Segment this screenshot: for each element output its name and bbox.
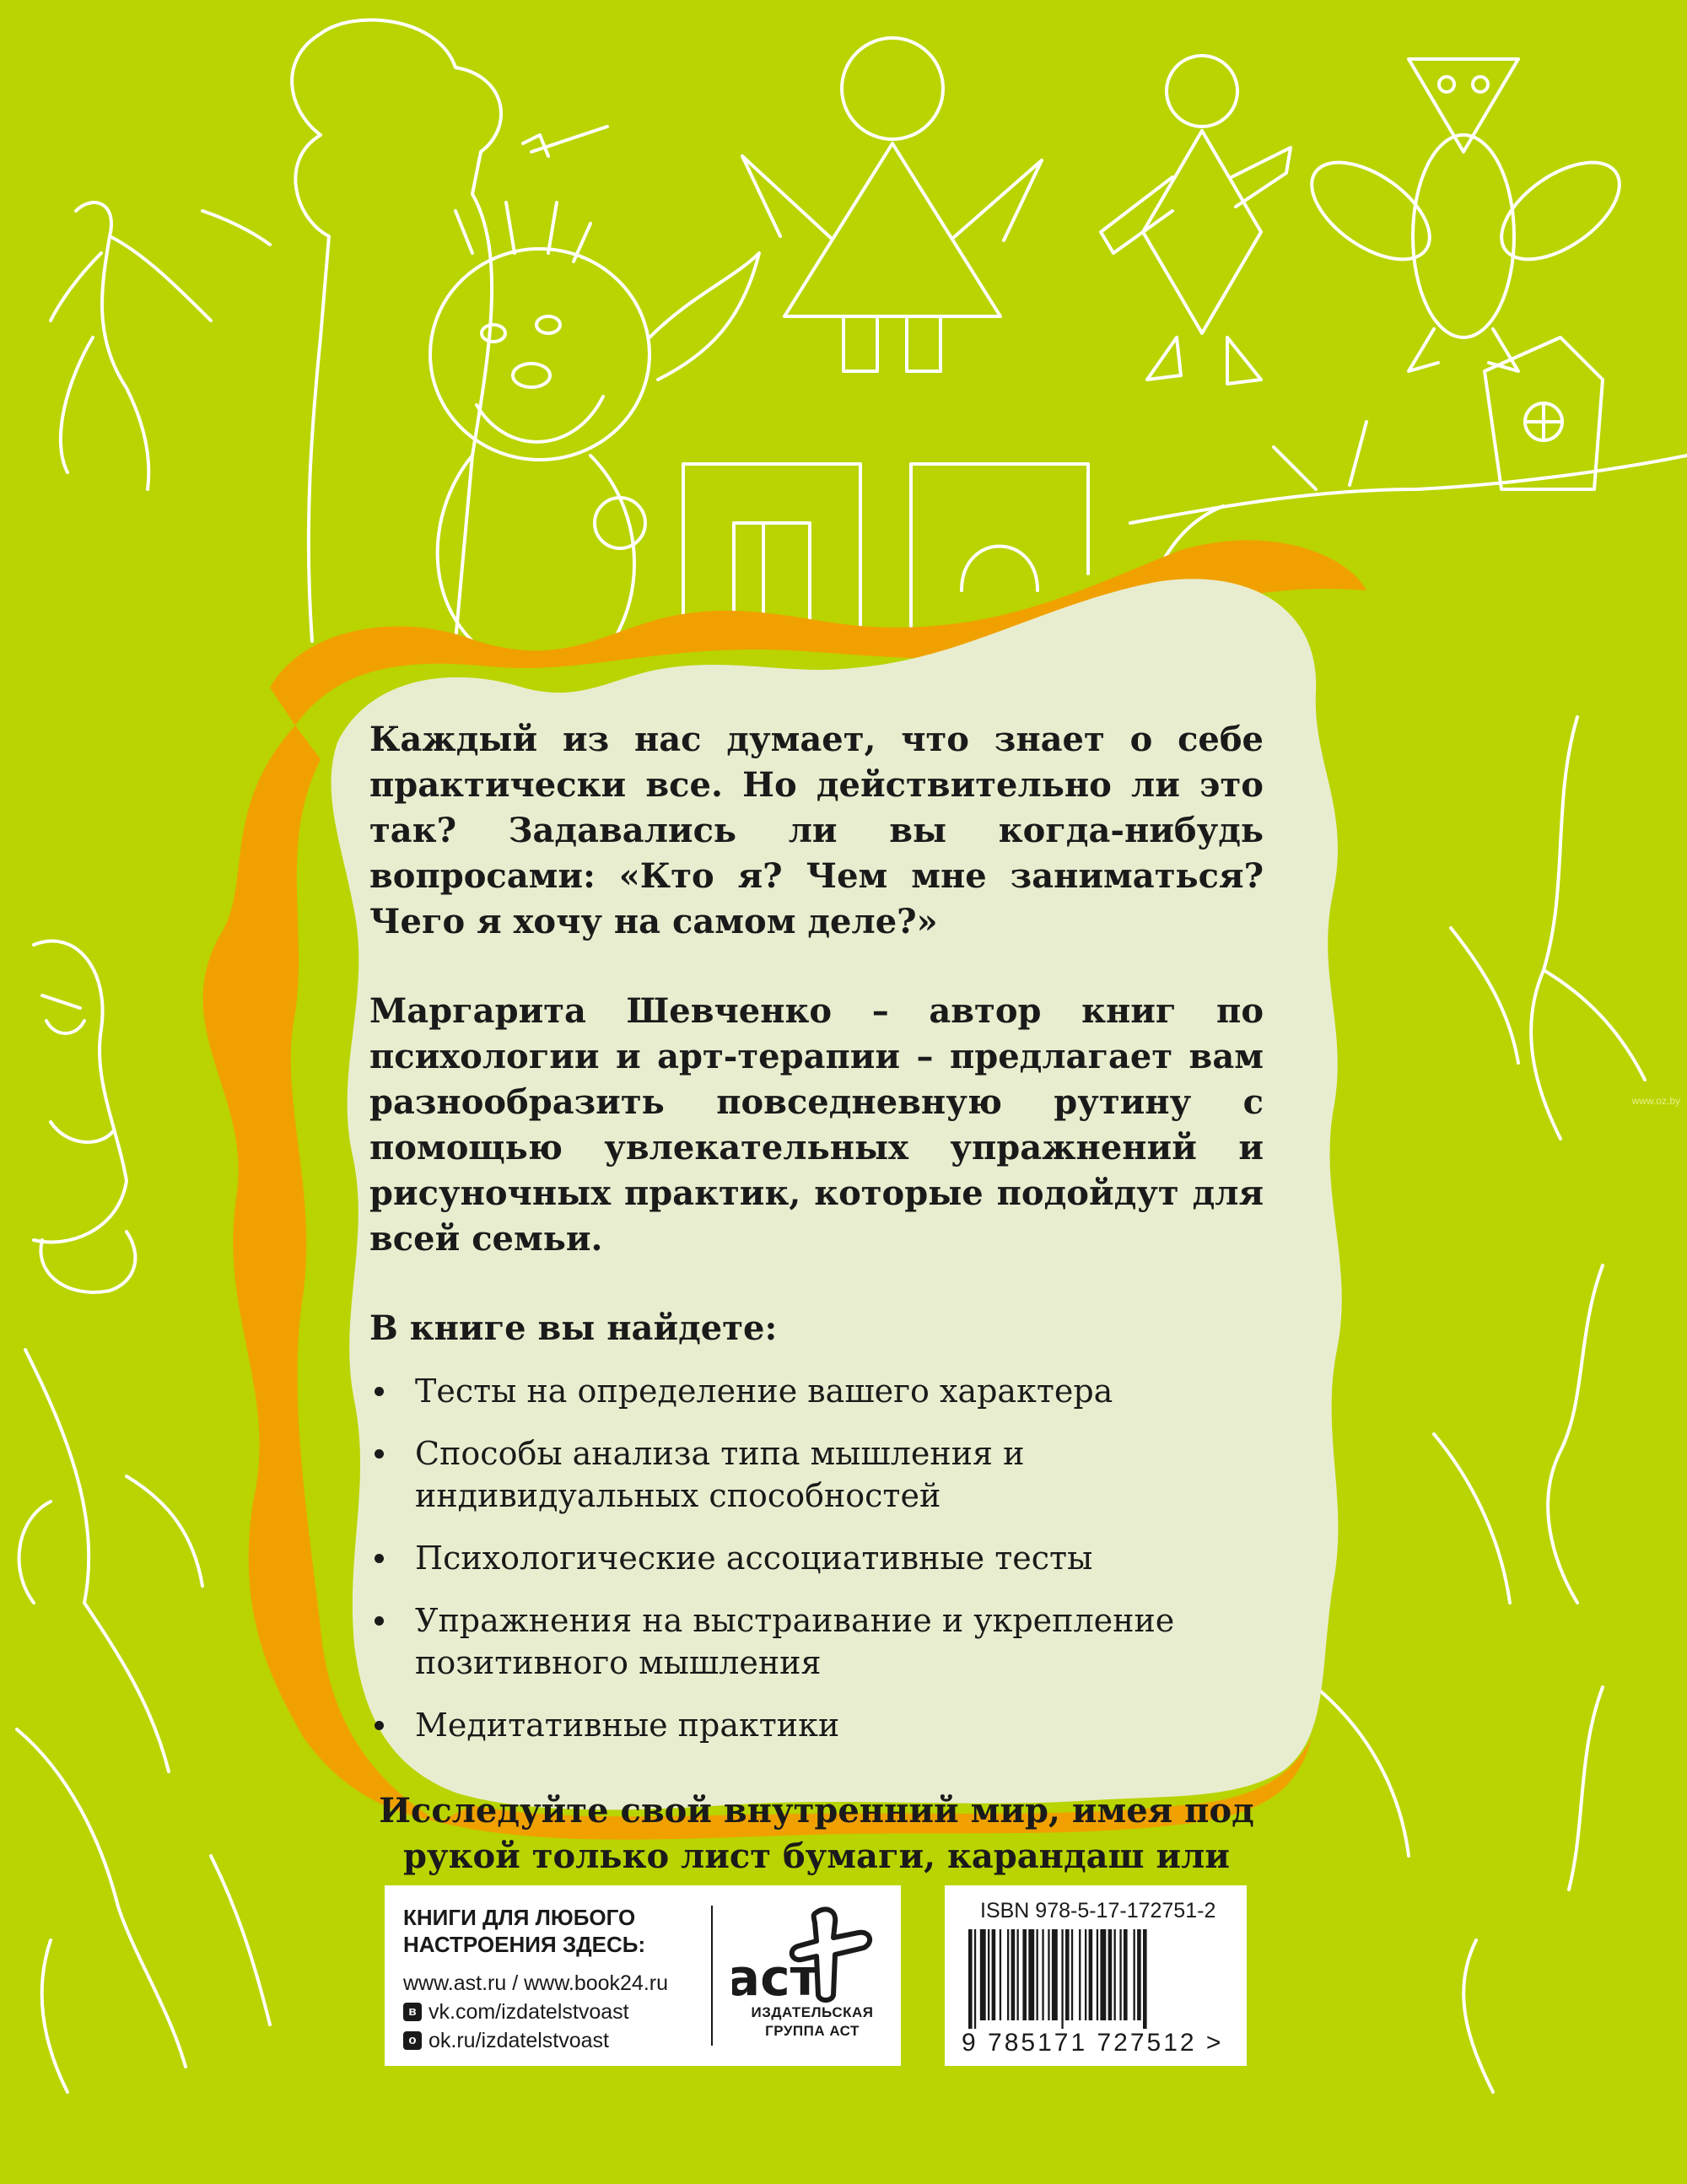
- barcode-bar: [968, 1929, 973, 2029]
- logo-caption: [732, 2003, 892, 2041]
- ast-logo-icon: [732, 1904, 892, 2005]
- list-item: Тесты на определение вашего характера: [415, 1370, 1264, 1412]
- barcode-bar: [1085, 1929, 1086, 2020]
- barcode-bar: [1119, 1929, 1121, 2020]
- barcode-bar: [1052, 1929, 1058, 2020]
- barcode-bar: [1011, 1929, 1016, 2020]
- barcode-bar: [1100, 1929, 1106, 2020]
- description-block: [369, 717, 1264, 1925]
- barcode-bar: [1061, 1929, 1063, 2029]
- barcode-bar: [980, 1929, 986, 2020]
- barcode-bar: [974, 1929, 976, 2029]
- closing-statement: Исследуйте свой внутренний мир, имея под рукой только лист бумаги, карандаш или: [379, 1791, 1254, 1876]
- promo-heading-line2: НАСТРОЕНИЯ ЗДЕСЬ:: [403, 1932, 646, 1957]
- promo-heading-line1: КНИГИ ДЛЯ ЛЮБОГО: [403, 1905, 636, 1930]
- list-item: Медитативные практики: [415, 1704, 1264, 1746]
- intro-paragraph: Каждый из нас думает, что знает о себе практически все. Но действительно ли это так? Задавались ли вы когда-нибудь вопросами: «Кто я? Чем мне заниматься? Чего я хочу на самом деле?»: [369, 720, 1264, 941]
- barcode-bar: [1134, 1929, 1135, 2020]
- ast-logo-text: аст: [732, 1949, 820, 2005]
- list-item: Способы анализа типа мышления и индивидуальных способностей: [415, 1432, 1264, 1517]
- barcode-bar: [1071, 1929, 1073, 2020]
- vk-link[interactable]: [403, 1998, 724, 2025]
- logo-caption-line2: ГРУППА АСТ: [765, 2023, 860, 2039]
- ast-logo: [732, 1904, 892, 2052]
- vk-link-text: vk.com/izdatelstvoast: [428, 2000, 629, 2024]
- features-list: [369, 1370, 1264, 1746]
- isbn-box: [945, 1885, 1247, 2066]
- barcode-bar: [1048, 1929, 1049, 2020]
- odnoklassniki-icon: о: [403, 2031, 422, 2050]
- list-item: Психологические ассоциативные тесты: [415, 1537, 1264, 1579]
- barcode-bar: [1042, 1929, 1043, 2020]
- barcode-bar: [988, 1929, 989, 2020]
- barcode-bar: [1017, 1929, 1019, 2020]
- barcode-bar: [1065, 1929, 1070, 2020]
- list-item: Упражнения на выстраивание и укрепление позитивного мышления: [415, 1599, 1264, 1684]
- barcode-bar: [1114, 1929, 1116, 2020]
- barcode-digits: 9 785171 727512 >: [962, 2029, 1224, 2057]
- barcode: [968, 1929, 1221, 2029]
- barcode-bar: [1007, 1929, 1009, 2020]
- barcode-bar: [1108, 1929, 1113, 2020]
- barcode-bar: [1137, 1929, 1141, 2020]
- publisher-info-box: [385, 1885, 901, 2066]
- barcode-bar: [1089, 1929, 1093, 2020]
- vk-icon: в: [403, 2003, 422, 2021]
- website-links[interactable]: www.ast.ru / www.book24.ru: [403, 1971, 669, 1995]
- ok-link[interactable]: [403, 2027, 724, 2054]
- barcode-bar: [992, 1929, 996, 2020]
- barcode-bar: [1022, 1929, 1027, 2020]
- barcode-bar: [1028, 1929, 1034, 2020]
- ok-link-text: ok.ru/izdatelstvoast: [428, 2029, 609, 2052]
- info-divider: [711, 1906, 713, 2046]
- barcode-bar: [1000, 1929, 1001, 2020]
- barcode-bar: [1037, 1929, 1038, 2020]
- logo-caption-line1: ИЗДАТЕЛЬСКАЯ: [751, 2004, 874, 2020]
- watermark: www.oz.by: [1631, 1095, 1680, 1107]
- barcode-bar: [1143, 1929, 1147, 2029]
- barcode-bar: [1079, 1929, 1081, 2020]
- barcode-bar: [1124, 1929, 1128, 2020]
- features-heading: В книге вы найдете:: [369, 1308, 778, 1348]
- author-paragraph: Маргарита Шевченко – автор книг по психологии и арт-терапии – предлагает вам разнообразить повседневную рутину с помощью увлекательных упражнений и рисуночных практик, которые подойдут для всей семьи.: [369, 991, 1264, 1259]
- publisher-contacts: [403, 1904, 724, 2054]
- isbn-label: ISBN 978-5-17-172751-2: [980, 1899, 1216, 1922]
- barcode-bar: [1097, 1929, 1098, 2020]
